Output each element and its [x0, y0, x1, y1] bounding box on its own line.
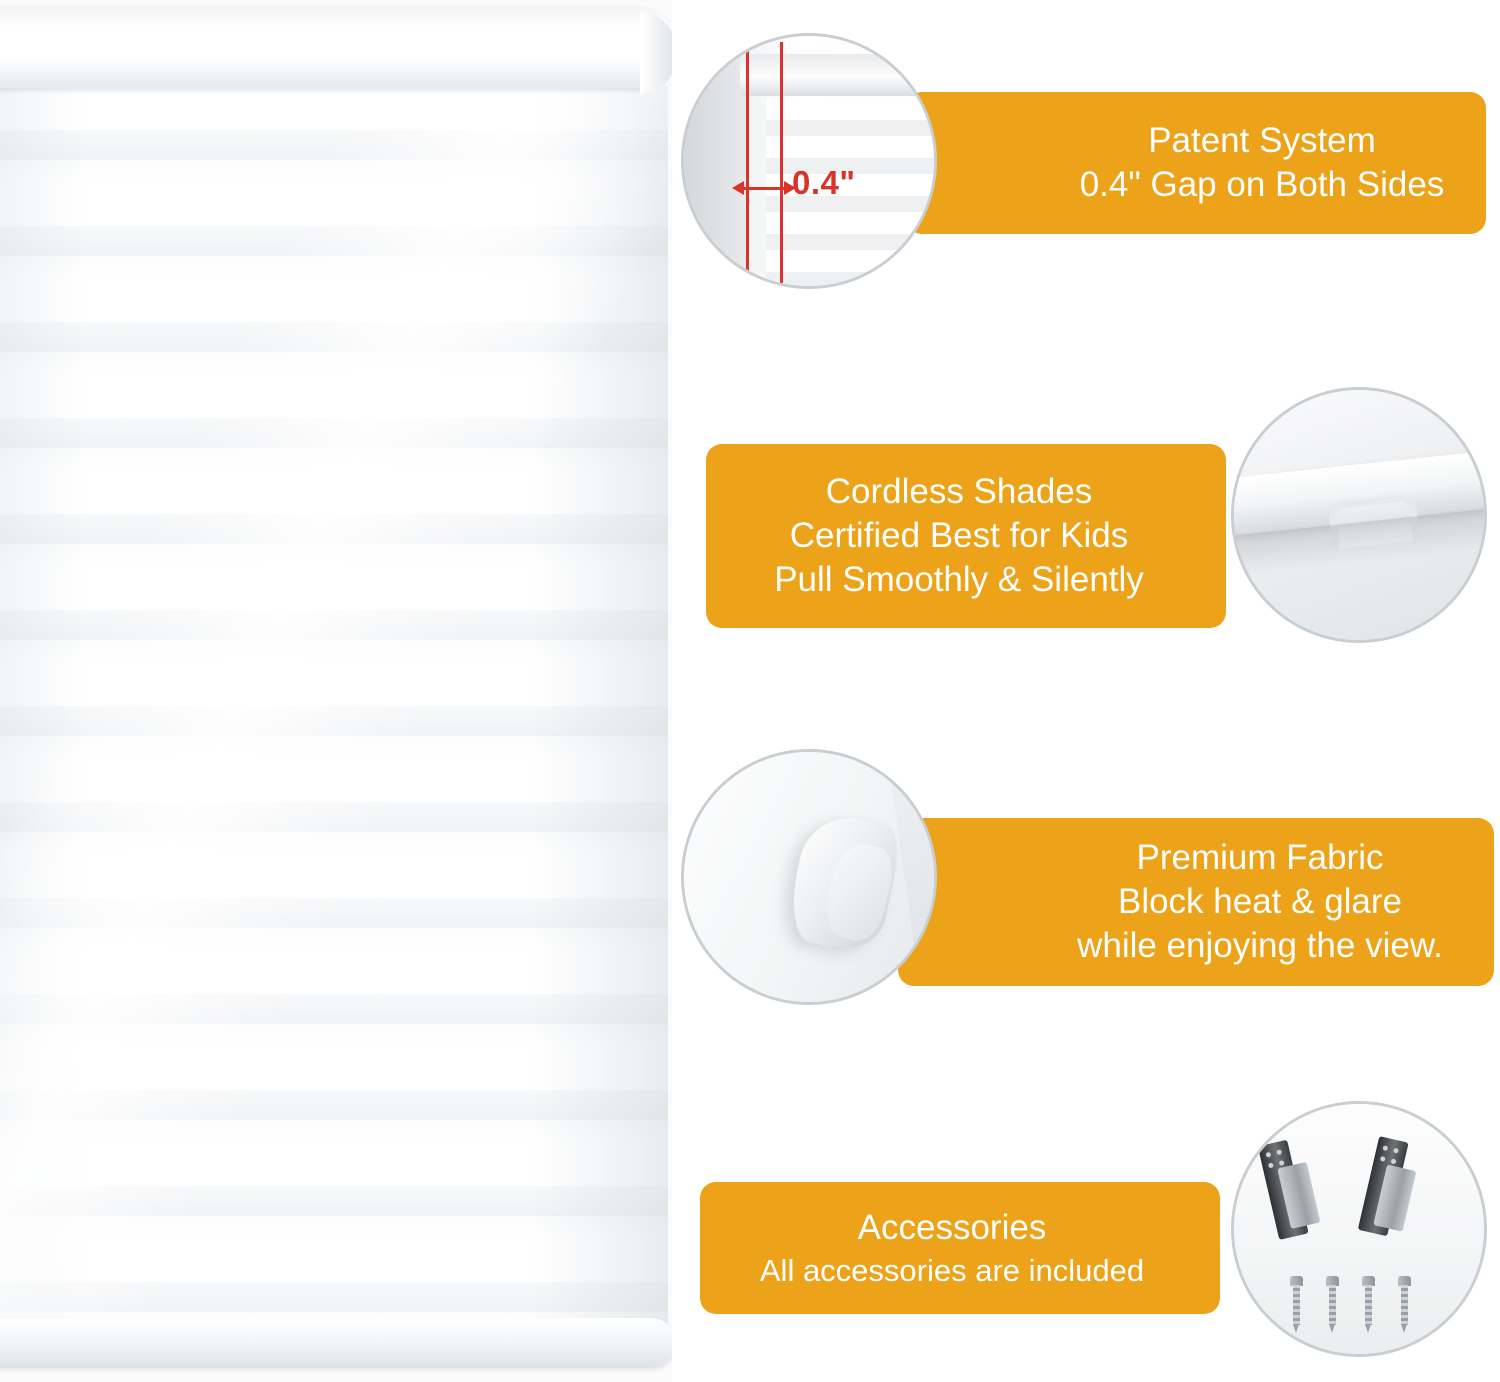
- callout-patent-system: [906, 92, 1486, 234]
- feature-accessories: [700, 1104, 1484, 1366]
- screw-icon: [1326, 1276, 1339, 1332]
- feature-premium-fabric: [684, 752, 1484, 1012]
- product-image-panel: [0, 0, 672, 1382]
- bottom-rail-handle-photo: [1234, 390, 1484, 640]
- mounting-bracket-icon: [1258, 1136, 1324, 1240]
- measure-guide-line-left: [746, 42, 749, 286]
- mounting-brackets-and-screws-photo: [1234, 1104, 1484, 1354]
- patent-gap-photo-bubble: [684, 36, 934, 286]
- screw-icon: [1362, 1276, 1375, 1332]
- callout-line: Pull Smoothly & Silently: [774, 560, 1144, 600]
- head-rail-detail: [740, 54, 934, 96]
- callout-line: Accessories: [857, 1208, 1047, 1248]
- feature-cordless-shades: [700, 390, 1484, 652]
- callout-line: Patent System: [1148, 120, 1376, 160]
- callout-premium-fabric: [898, 818, 1494, 986]
- callout-line: Certified Best for Kids: [789, 515, 1129, 555]
- callout-line: 0.4" Gap on Both Sides: [1079, 165, 1445, 204]
- screw-icon: [1290, 1276, 1303, 1332]
- gap-measurement-label: 0.4": [792, 164, 856, 201]
- head-rail-end-cap: [640, 12, 672, 94]
- callout-accessories: [700, 1182, 1220, 1314]
- shade-fabric: [0, 86, 668, 1334]
- accessories-photo-bubble: [1234, 1104, 1484, 1354]
- callout-line: while enjoying the view.: [1077, 926, 1443, 966]
- shade-gap-measurement-photo: [684, 36, 934, 286]
- feature-patent-system: [684, 36, 1484, 296]
- callout-line: All accessories are included: [759, 1252, 1145, 1288]
- fabric-curl-photo: [684, 752, 934, 1002]
- shade-head-rail: [0, 6, 672, 88]
- shade-bottom-rail: [0, 1318, 672, 1368]
- measure-guide-line-right: [780, 42, 783, 286]
- gap-arrow-icon: [732, 178, 796, 198]
- callout-line: Block heat & glare: [1117, 881, 1403, 921]
- cordless-handle-photo-bubble: [1234, 390, 1484, 640]
- mounting-bracket-icon: [1358, 1136, 1424, 1240]
- callout-cordless-shades: [706, 444, 1226, 628]
- callout-line: Premium Fabric: [1136, 837, 1384, 877]
- fabric-photo-bubble: [684, 752, 934, 1002]
- callout-line: Cordless Shades: [825, 471, 1093, 511]
- screw-icon: [1398, 1276, 1411, 1332]
